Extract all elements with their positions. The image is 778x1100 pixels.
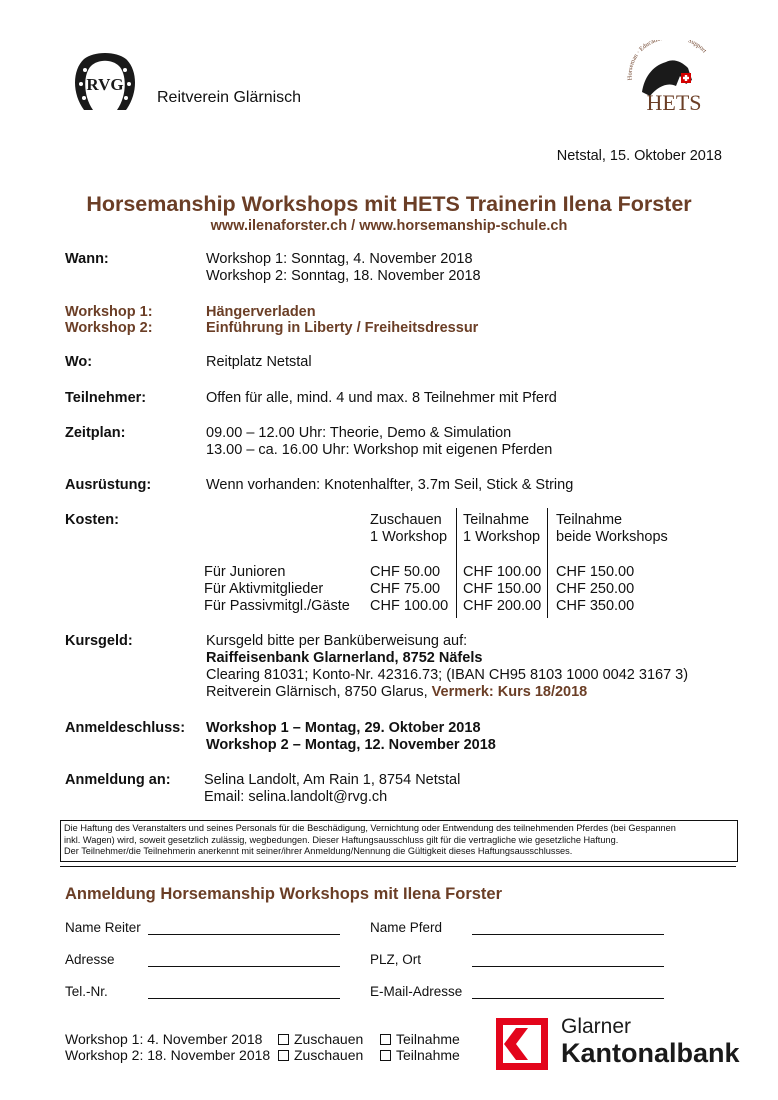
website-links[interactable]: www.ilenaforster.ch / www.horsemanship-schule.ch [210, 218, 568, 234]
cost-header-zuschauen: Zuschauen [370, 512, 442, 528]
page-title: Horsemanship Workshops mit HETS Trainerin Ilena Forster [86, 192, 692, 216]
name-pferd-label: Name Pferd [370, 920, 443, 935]
cost-row-category: Für Aktivmitglieder [204, 581, 324, 597]
cost-cell: CHF 250.00 [556, 581, 635, 597]
kursgeld-address: Reitverein Glärnisch, 8750 Glarus, [206, 684, 428, 700]
email-label: E-Mail-Adresse [370, 984, 463, 999]
cost-cell: CHF 200.00 [463, 598, 542, 614]
zeitplan-line1: 09.00 – 12.00 Uhr: Theorie, Demo & Simulation [206, 425, 512, 441]
disclaimer-line: Die Haftung des Veranstalters und seines Personals für die Beschädigung, Vernichtung oder Entwendung des teilnehmenden Pferdes (bei Gespannen [64, 823, 676, 833]
wann-label: Wann: [65, 251, 109, 267]
adresse-label: Adresse [65, 952, 115, 967]
cost-header-teilnahme2-sub: beide Workshops [556, 529, 668, 545]
tel-field[interactable] [148, 998, 340, 999]
workshop2-zuschauen-checkbox[interactable] [278, 1047, 363, 1064]
workshop2-topic: Einführung in Liberty / Freiheitsdressur [206, 320, 479, 336]
anmeldeschluss-line2: Workshop 2 – Montag, 12. November 2018 [206, 737, 496, 753]
tel-label: Tel.-Nr. [65, 984, 108, 999]
email-field[interactable] [472, 998, 664, 999]
cost-table-divider [456, 508, 457, 618]
glarner-kantonalbank-logo-mark [496, 1018, 548, 1070]
wann-line1: Workshop 1: Sonntag, 4. November 2018 [206, 251, 473, 267]
cost-cell: CHF 75.00 [370, 581, 441, 597]
kursgeld-line1: Kursgeld bitte per Banküberweisung auf: [206, 633, 468, 649]
cost-header-teilnahme1-sub: 1 Workshop [463, 529, 541, 545]
name-reiter-label: Name Reiter [65, 920, 141, 935]
disclaimer-line: Der Teilnehmer/die Teilnehmerin anerkennt mit seiner/ihrer Anmeldung/Nennung die Gültigkeit dieses Haftungsausschlusses. [64, 846, 573, 856]
wo-value: Reitplatz Netstal [206, 354, 312, 370]
rvg-logo [70, 50, 140, 116]
hets-tagline: Horseman · Educati Support [626, 40, 708, 81]
wann-line2: Workshop 2: Sonntag, 18. November 2018 [206, 268, 481, 284]
checkbox-label: Teilnahme [396, 1047, 460, 1063]
cost-table-divider [547, 508, 548, 618]
separator-line [60, 866, 736, 867]
anmeldeschluss-line1: Workshop 1 – Montag, 29. Oktober 2018 [206, 720, 481, 736]
form-workshop2-label: Workshop 2: 18. November 2018 [65, 1047, 271, 1063]
teilnehmer-value: Offen für alle, mind. 4 und max. 8 Teilnehmer mit Pferd [206, 390, 557, 406]
glarner-kantonalbank-name [561, 1014, 740, 1066]
ausruestung-value: Wenn vorhanden: Knotenhalfter, 3.7m Seil, Stick & String [206, 477, 574, 493]
cost-cell: CHF 100.00 [463, 564, 542, 580]
workshop1-label: Workshop 1: [65, 304, 153, 320]
anmeldeschluss-label: Anmeldeschluss: [65, 720, 186, 736]
cost-cell: CHF 150.00 [556, 564, 635, 580]
cost-row-category: Für Passivmitgl./Gäste [204, 598, 350, 614]
cost-cell: CHF 50.00 [370, 564, 441, 580]
anmeldung-email[interactable]: Email: selina.landolt@rvg.ch [204, 789, 388, 805]
document-date: Netstal, 15. Oktober 2018 [556, 148, 722, 164]
rvg-logo-text: RVG [86, 75, 124, 94]
cost-header-teilnahme2: Teilnahme [556, 512, 623, 528]
cost-header-zuschauen-sub: 1 Workshop [370, 529, 448, 545]
teilnehmer-label: Teilnehmer: [65, 390, 147, 406]
cost-cell: CHF 150.00 [463, 581, 542, 597]
ausruestung-label: Ausrüstung: [65, 477, 152, 493]
hets-logo [622, 40, 718, 114]
kursgeld-vermerk: Vermerk: Kurs 18/2018 [431, 684, 588, 700]
checkbox-icon[interactable] [380, 1034, 391, 1045]
checkbox-icon[interactable] [278, 1034, 289, 1045]
workshop1-zuschauen-checkbox[interactable] [278, 1031, 363, 1048]
cost-cell: CHF 350.00 [556, 598, 635, 614]
cost-row-category: Für Junioren [204, 564, 286, 580]
checkbox-label: Teilnahme [396, 1031, 460, 1047]
sponsor-line2: Kantonalbank [561, 1038, 740, 1068]
plz-ort-label: PLZ, Ort [370, 952, 422, 967]
zeitplan-label: Zeitplan: [65, 425, 126, 441]
cost-cell: CHF 100.00 [370, 598, 449, 614]
sponsor-line1: Glarner [561, 1015, 632, 1038]
kursgeld-label: Kursgeld: [65, 633, 133, 649]
plz-ort-field[interactable] [472, 966, 664, 967]
checkbox-icon[interactable] [278, 1050, 289, 1061]
anmeldung-label: Anmeldung an: [65, 772, 171, 788]
workshop1-topic: Hängerverladen [206, 304, 316, 320]
name-reiter-field[interactable] [148, 934, 340, 935]
form-title: Anmeldung Horsemanship Workshops mit Ilena Forster [65, 885, 503, 903]
kursgeld-bank: Raiffeisenbank Glarnerland, 8752 Näfels [206, 650, 483, 666]
cost-header-teilnahme1: Teilnahme [463, 512, 530, 528]
checkbox-label: Zuschauen [294, 1047, 364, 1063]
workshop2-teilnahme-checkbox[interactable] [380, 1047, 460, 1064]
kursgeld-line4 [206, 684, 587, 701]
adresse-field[interactable] [148, 966, 340, 967]
checkbox-icon[interactable] [380, 1050, 391, 1061]
anmeldung-address: Selina Landolt, Am Rain 1, 8754 Netstal [204, 772, 461, 788]
wo-label: Wo: [65, 354, 93, 370]
workshop2-label: Workshop 2: [65, 320, 153, 336]
kosten-label: Kosten: [65, 512, 119, 528]
kursgeld-line3: Clearing 81031; Konto-Nr. 42316.73; (IBAN CH95 8103 1000 0042 3167 3) [206, 667, 689, 683]
workshop1-teilnahme-checkbox[interactable] [380, 1031, 460, 1048]
club-name: Reitverein Glärnisch [157, 89, 302, 106]
name-pferd-field[interactable] [472, 934, 664, 935]
disclaimer-line: inkl. Wagen) wird, soweit gesetzlich zulässig, wegbedungen. Dieser Haftungsausschluss gilt für die vertragliche wie gesetzliche Haftung. [64, 834, 619, 845]
hets-logo-text: HETS [646, 90, 702, 114]
zeitplan-line2: 13.00 – ca. 16.00 Uhr: Workshop mit eigenen Pferden [206, 442, 553, 458]
liability-disclaimer [60, 820, 738, 862]
checkbox-label: Zuschauen [294, 1031, 364, 1047]
form-workshop1-label: Workshop 1: 4. November 2018 [65, 1031, 263, 1047]
